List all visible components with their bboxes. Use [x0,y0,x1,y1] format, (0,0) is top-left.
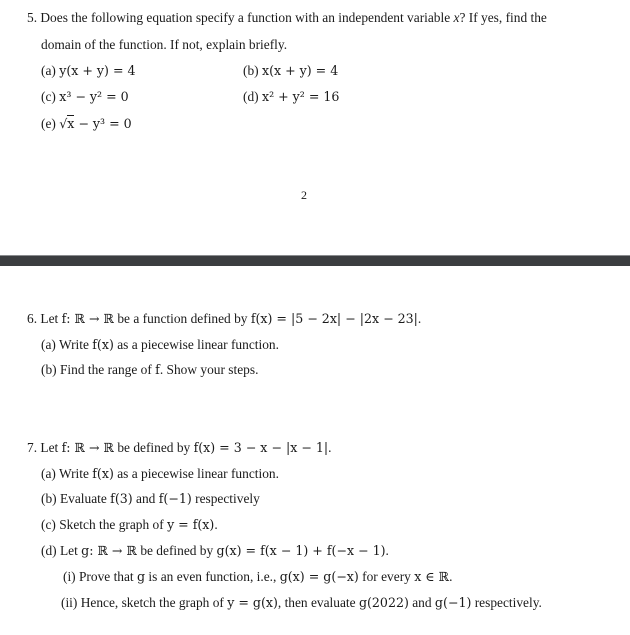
q5-part-e-rest: − y³ = 0 [74,116,132,131]
q7-part-b-fm1: f(−1) [158,491,192,506]
q5-stem-line2: domain of the function. If not, explain briefly. [41,37,288,52]
q7-stem-end: . [328,440,332,455]
q7-part-c [41,517,218,533]
q5-part-a [41,63,136,79]
q7-part-d-ii-end: respectively. [471,595,542,610]
q7-part-d-i-mid2: for every [358,569,415,584]
q6-stem-mid: be a function defined by [114,311,251,326]
q7-part-d-i-g: g [137,569,146,584]
q7-stem [27,440,331,456]
q5-part-d [243,89,339,105]
q5-part-b-label: (b) [243,63,262,78]
q7-part-d-i-mid: is an even function, i.e., [145,569,280,584]
q5-stem-text: 5. Does the following equation specify a function with an independent variable [27,10,454,25]
q6-definition: f(x) = |5 − 2x| − |2x − 23| [250,311,418,326]
q7-part-d-definition: g(x) = f(x − 1) + f(−x − 1) [216,543,386,558]
q7-part-d-ii-g2022: g(2022) [358,595,409,610]
q5-stem-line1 [27,10,547,26]
q5-part-e-equation [59,115,131,131]
q7-part-d-ii-and: and [408,595,435,610]
q6-stem-lead: 6. Let [27,311,62,326]
q5-part-b-equation: x(x + y) = 4 [261,63,339,78]
q7-part-d-i [63,569,452,585]
q6-part-a-end: as a piecewise linear function. [113,337,279,352]
q6-part-b-f: f [155,362,160,377]
q7-part-d-i-text: (i) Prove that [63,569,138,584]
sqrt-symbol: √ [59,116,68,131]
q6-part-b-text: (b) Find the range of [41,362,156,377]
q7-definition: f(x) = 3 − x − |x − 1| [193,440,329,455]
q5-part-a-equation: y(x + y) = 4 [59,63,136,78]
q7-part-d-i-end: . [449,569,453,584]
q7-part-d [41,543,389,559]
q7-part-b-f3: f(3) [110,491,133,506]
q5-stem-tail: ? If yes, find the [459,10,547,25]
q6-mapping: f: ℝ → ℝ [61,311,114,326]
q7-part-b [41,491,260,507]
q7-part-d-ii-gm1: g(−1) [434,595,472,610]
q5-variable: x [453,10,460,25]
q6-part-a-fx: f(x) [92,337,114,352]
q7-part-a-end: as a piecewise linear function. [113,466,279,481]
q7-part-b-text: (b) Evaluate [41,491,111,506]
q7-part-a-text: (a) Write [41,466,93,481]
q7-mapping: f: ℝ → ℝ [61,440,114,455]
q7-part-d-ii-text: (ii) Hence, sketch the graph of [61,595,228,610]
q5-part-a-label: (a) [41,63,60,78]
sqrt-radicand: x [67,116,75,131]
q6-part-a [41,337,279,353]
q7-part-c-end: . [214,517,218,532]
q7-part-b-and: and [132,491,159,506]
q5-part-d-equation: x² + y² = 16 [261,89,340,104]
page-separator [0,255,630,266]
q7-part-d-text: (d) Let [41,543,82,558]
q5-part-c-equation: x³ − y² = 0 [59,89,129,104]
q7-stem-lead: 7. Let [27,440,62,455]
q7-part-c-equation: y = f(x) [167,517,215,532]
q7-part-b-end: respectively [191,491,260,506]
q6-part-b-end: . Show your steps. [159,362,259,377]
q6-part-b [41,362,258,378]
q5-part-c-label: (c) [41,89,60,104]
q5-part-b [243,63,338,79]
q7-part-d-mapping: g: ℝ → ℝ [81,543,137,558]
q7-part-d-mid: be defined by [136,543,217,558]
q6-stem-end: . [417,311,422,326]
q7-part-d-ii [61,595,542,611]
page-number: 2 [301,188,307,202]
q7-part-d-i-domain: x ∈ ℝ [414,569,450,584]
q7-part-a [41,466,279,482]
q6-part-a-text: (a) Write [41,337,93,352]
q7-part-c-text: (c) Sketch the graph of [41,517,168,532]
q7-part-d-ii-equation: y = g(x) [227,595,278,610]
q5-part-e [41,116,132,132]
q5-part-c [41,89,129,105]
q7-part-d-end: . [385,543,389,558]
q5-part-e-label: (e) [41,116,60,131]
q5-part-d-label: (d) [243,89,262,104]
q7-part-d-ii-mid: , then evaluate [277,595,359,610]
q7-part-a-fx: f(x) [92,466,114,481]
q6-stem [27,311,421,327]
q7-part-d-i-equation: g(x) = g(−x) [279,569,359,584]
q7-stem-mid: be defined by [114,440,194,455]
